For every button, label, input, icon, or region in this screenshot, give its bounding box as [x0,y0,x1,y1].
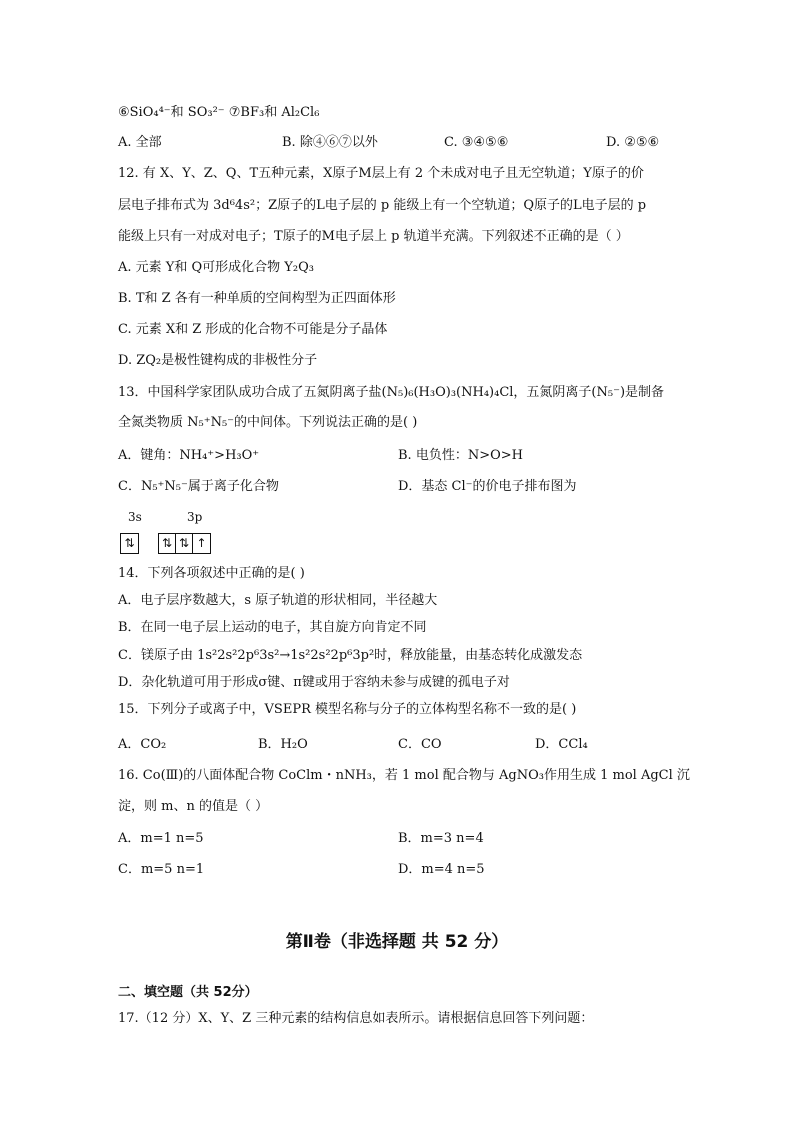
q13-option-a: A．键角：NH₄⁺>H₃O⁺ [118,448,260,463]
q14-option-d: D．杂化轨道可用于形成σ键、π键或用于容纳未参与成键的孤电子对 [118,675,510,690]
q14-option-c: C．镁原子由 1s²2s²2p⁶3s²→1s²2s²2p⁶3p²时，释放能量，由基态转化成激发态 [118,648,583,663]
orbital-3p-cell-2: ⇅ [176,534,193,553]
q13-option-c: C．N₅⁺N₅⁻属于离子化合物 [118,479,279,494]
q13-stem-line2: 全氮类物质 N₅⁺N₅⁻的中间体。下列说法正确的是( ) [118,415,418,430]
q16-option-a: A．m=1 n=5 [118,831,204,846]
orbital-3s-cell: ⇅ [124,536,135,550]
q15-option-c: C．CO [398,737,442,752]
q14-stem: 14．下列各项叙述中正确的是( ) [118,566,305,581]
q16-option-d: D．m=4 n=5 [398,862,485,877]
q13-option-d: D．基态 Cl⁻的价电子排布图为 [398,479,577,494]
q16-stem-line1: 16. Co(Ⅲ)的八面体配合物 CoClm・nNH₃，若 1 mol 配合物与 AgNO₃作用生成 1 mol AgCl 沉 [118,768,690,783]
q12-option-d: D. ZQ₂是极性键构成的非极性分子 [118,353,318,368]
q11-line: ⑥SiO₄⁴⁻和 SO₃²⁻ ⑦BF₃和 Al₂Cl₆ [118,105,320,120]
q16-option-b: B．m=3 n=4 [398,831,484,846]
q15-option-b: B．H₂O [258,737,308,752]
q15-stem: 15．下列分子或离子中，VSEPR 模型名称与分子的立体构型名称不一致的是( ) [118,702,577,717]
orbital-3s-box [120,533,139,554]
q15-option-a: A．CO₂ [118,737,167,752]
q12-option-a: A. 元素 Y和 Q可形成化合物 Y₂Q₃ [118,260,314,275]
q12-stem-line1: 12. 有 X、Y、Z、Q、T五种元素，X原子M层上有 2 个未成对电子且无空轨道；Y原子的价 [118,166,644,181]
q16-option-c: C．m=5 n=1 [118,862,205,877]
q16-stem-line2: 淀，则 m、n 的值是（ ） [118,799,269,814]
orbital-3p-cell-1: ⇅ [159,534,176,553]
q11-option-b: B. 除④⑥⑦以外 [282,135,378,150]
orbital-3p-box [158,533,211,554]
q17-stem: 17.（12 分）X、Y、Z 三种元素的结构信息如表所示。请根据信息回答下列问题： [118,1011,594,1026]
q12-stem-line2: 层电子排布式为 3d⁶4s²；Z原子的L电子层的 p 能级上有一个空轨道；Q原子的L电子层的 p [118,198,647,213]
section-title: 二、填空题（共 52分） [118,985,258,1000]
q11-option-d: D. ②⑤⑥ [606,135,660,150]
q14-option-b: B．在同一电子层上运动的电子，其自旋方向肯定不同 [118,620,427,635]
part-2-title: 第Ⅱ卷（非选择题 共 52 分） [285,932,509,952]
q11-option-c: C. ③④⑤⑥ [444,135,509,150]
q13-stem-line1: 13．中国科学家团队成功合成了五氮阴离子盐(N₅)₆(H₃O)₃(NH₄)₄Cl，五氮阴离子(N₅⁻)是制备 [118,385,665,400]
q13-option-b: B. 电负性：N>O>H [398,448,523,463]
orbital-3s-label: 3s [128,510,142,524]
q11-option-a: A. 全部 [118,135,162,150]
q14-option-a: A．电子层序数越大，s 原子轨道的形状相同，半径越大 [118,593,438,608]
q12-option-c: C. 元素 X和 Z 形成的化合物不可能是分子晶体 [118,322,388,337]
q12-stem-line3: 能级上只有一对成对电子；T原子的M电子层上 p 轨道半充满。下列叙述不正确的是（ ） [118,229,629,244]
q12-option-b: B. T和 Z 各有一种单质的空间构型为正四面体形 [118,291,396,306]
orbital-3p-label: 3p [187,510,203,524]
orbital-3p-cell-3: ↑ [196,536,207,550]
q15-option-d: D．CCl₄ [535,737,588,752]
